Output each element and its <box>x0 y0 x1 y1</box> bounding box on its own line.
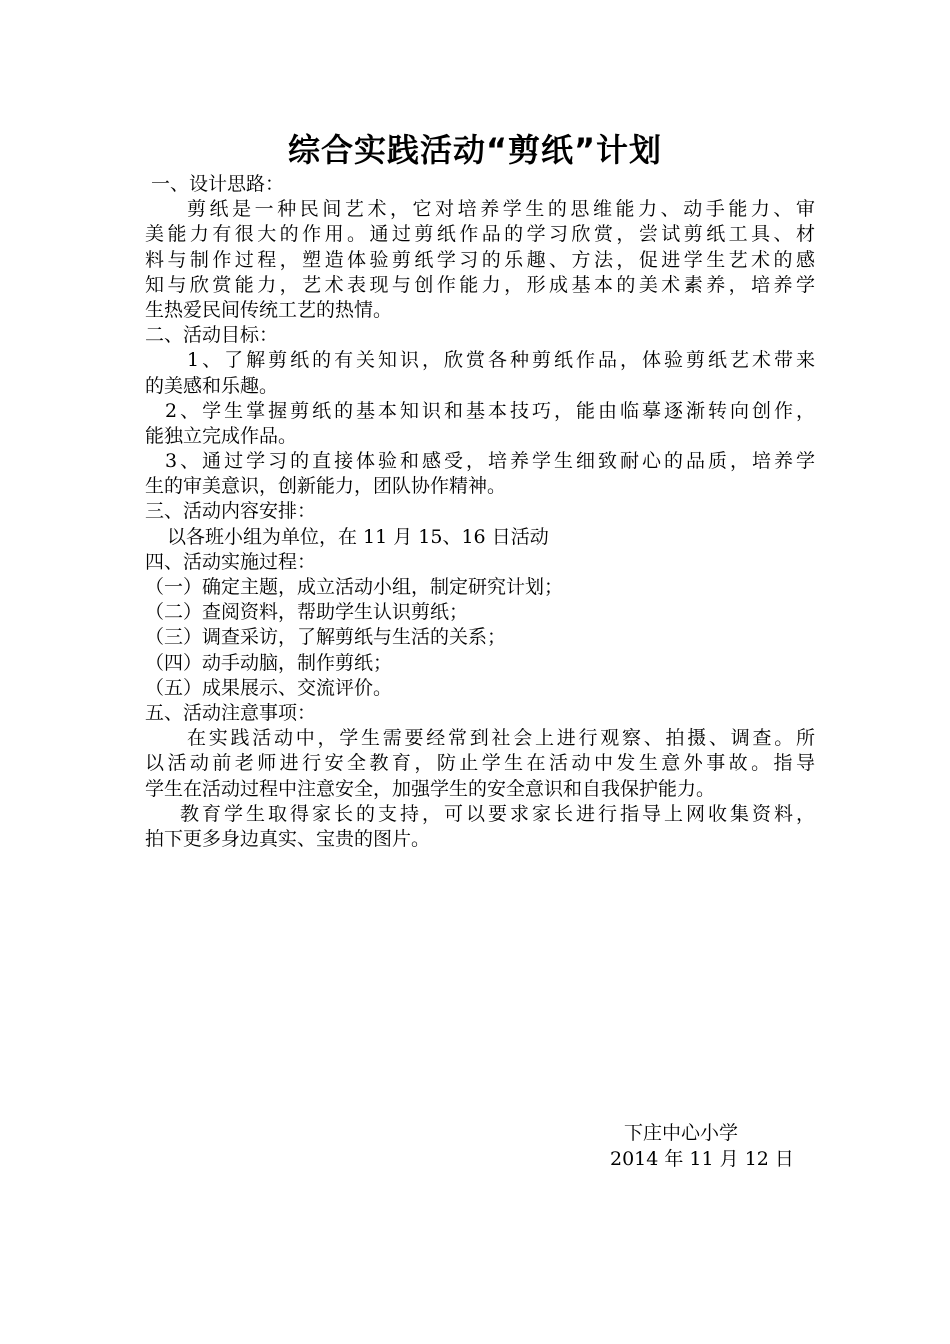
process-step: （五）成果展示、交流评价。 <box>145 676 393 699</box>
goal-item-line: 的美感和乐趣。 <box>145 374 279 397</box>
paragraph-line: 料与制作过程，塑造体验剪纸学习的乐趣、方法，促进学生艺术的感 <box>145 248 815 271</box>
section-heading-content: 三、活动内容安排： <box>145 500 317 523</box>
paragraph-line: 学生在活动过程中注意安全，加强学生的安全意识和自我保护能力。 <box>145 777 716 800</box>
paragraph-line: 教育学生取得家长的支持，可以要求家长进行指导上网收集资料， <box>180 802 815 825</box>
goal-item-line: 1、了解剪纸的有关知识，欣赏各种剪纸作品，体验剪纸艺术带来 <box>187 349 815 372</box>
section-heading-process: 四、活动实施过程： <box>145 550 317 573</box>
document-title: 综合实践活动“剪纸”计划 <box>287 131 663 169</box>
paragraph-line: 生热爱民间传统工艺的热情。 <box>145 298 393 321</box>
process-step: （一）确定主题，成立活动小组，制定研究计划； <box>145 576 564 598</box>
paragraph-line: 剪纸是一种民间艺术，它对培养学生的思维能力、动手能力、审 <box>187 198 815 221</box>
signature-block <box>600 1120 820 1172</box>
content-line: 以各班小组为单位，在 11 月 15、16 日活动 <box>167 525 549 548</box>
section-heading-goals: 二、活动目标： <box>145 324 279 347</box>
paragraph-line: 以活动前老师进行安全教育，防止学生在活动中发生意外事故。指导 <box>145 752 815 775</box>
process-step: （三）调查采访，了解剪纸与生活的关系； <box>145 626 507 649</box>
goal-item-line: 2、学生掌握剪纸的基本知识和基本技巧，能由临摹逐渐转向创作， <box>165 399 815 422</box>
document-body <box>145 172 815 852</box>
paragraph-line: 知与欣赏能力，艺术表现与创作能力，形成基本的美术素养，培养学 <box>145 273 815 296</box>
goal-item-line: 能独立完成作品。 <box>145 424 298 447</box>
paragraph-line: 美能力有很大的作用。通过剪纸作品的学习欣赏，尝试剪纸工具、材 <box>145 223 815 246</box>
signature-school: 下庄中心小学 <box>624 1122 739 1144</box>
goal-item-line: 3、通过学习的直接体验和感受，培养学生细致耐心的品质，培养学 <box>165 450 815 473</box>
section-heading-notes: 五、活动注意事项： <box>145 701 317 724</box>
process-step: （二）查阅资料，帮助学生认识剪纸； <box>145 601 469 624</box>
paragraph-line: 在实践活动中，学生需要经常到社会上进行观察、拍摄、调查。所 <box>187 727 815 750</box>
goal-item-line: 生的审美意识，创新能力，团队协作精神。 <box>145 475 507 498</box>
paragraph-line: 拍下更多身边真实、宝贵的图片。 <box>145 827 431 850</box>
process-step: （四）动手动脑，制作剪纸； <box>145 651 393 674</box>
section-heading-design: 一、设计思路： <box>145 173 285 195</box>
signature-date: 2014 年 11 月 12 日 <box>610 1148 794 1170</box>
